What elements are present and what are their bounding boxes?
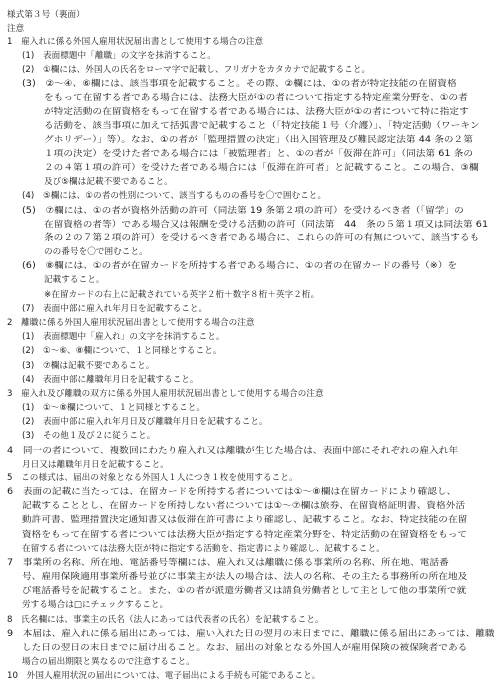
note-line: 8 氏名欄には、事業主の氏名（法人にあっては代表者の氏名）を記載すること。	[7, 615, 324, 625]
note-line: (3) ⑦欄は記載不要であること。	[22, 361, 155, 371]
note-line: ２の４第１項の許可）を受けた者である場合には「仮滞在許可者」と記載すること。この場合、③欄	[44, 163, 479, 173]
note-line: した日の翌日の末日までに届け出ること。なお、届出の対象となる外国人が雇用保険の被保険者である	[22, 643, 468, 653]
note-line: グホリデー）」等）。なお、①の者が「監理措置の決定」（出入国管理及び難民認定法第 44 条の２第	[44, 135, 473, 145]
note-line: 月日又は離職年月日を記載すること。	[22, 460, 169, 470]
note-line: 2 離職に係る外国人雇用状況届出書として使用する場合の注意	[7, 318, 255, 328]
note-line: (4) ⑤欄には、①の者の性別について、該当するものの番号を〇で囲むこと。	[22, 191, 327, 201]
note-line: 1 雇入れに係る外国人雇用状況届出書として使用する場合の注意	[7, 37, 264, 47]
note-line: 9 本届は、雇入れに係る届出にあっては、雇い入れた日の翌月の末日までに、離職に係る届出にあっては、離職	[7, 629, 495, 639]
note-line: (6) ⑧欄には、①の者が在留カードを所持する者である場合に、①の者の在留カードの番号（※）を	[22, 261, 458, 271]
note-line: (3) ②～④、⑥欄には、該当事項を記載すること。その際、②欄には、①の者が特定技能の在留資格	[22, 79, 457, 89]
note-line: 記載すること。	[44, 275, 105, 285]
note-line: 動許可書、監理措置決定通知書又は仮滞在許可書により確認し、記載すること。なお、特定技能の在留	[22, 515, 468, 525]
note-line: 条の２の７第２項の許可）を受けるべき者である場合に、これらの許可の有無について、該当するも	[44, 233, 480, 243]
note-line: (5) ⑦欄には、①の者が資格外活動の許可（同法第 19 条第２項の許可）を受けるべき者（「留学」の	[22, 206, 464, 216]
note-line: (4) 表面中部に離職年月日を記載すること。	[22, 375, 199, 385]
note-line: (1) 表面標題中「離職」の文字を抹消すること。	[22, 51, 216, 61]
note-line: 及び⑤欄は記載不要であること。	[44, 177, 173, 187]
note-line: 4 同一の者について、複数回にわたり雇入れ又は離職が生じた場合は、表面中部にそれぞれの雇入れ年	[7, 446, 459, 456]
note-line: をもって在留する者である場合には、法務大臣が①の者について指定する特定産業分野を、①の者	[44, 93, 468, 103]
note-line: 記載することとし、在留カードを所持しない者については①～⑦欄は旅券、在留資格証明書、資格外活	[22, 501, 466, 511]
note-line: (1) 表面標題中「雇入れ」の文字を抹消すること。	[22, 332, 225, 342]
note-line: 在留する者については法務大臣が特に指定する活動を、指定書により確認し、記載すること。	[22, 544, 385, 554]
note-line: 在留資格の者等）である場合又は報酬を受ける活動の許可（同法第 44 条の５第１項又は同法第 61	[44, 220, 489, 230]
note-line: 資格をもって在留する者については法務大臣が指定する特定産業分野を、特定活動の在留資格をもって	[22, 530, 468, 540]
note-line: のの番号を〇で囲むこと。	[44, 247, 148, 257]
note-line: 3 雇入れ及び離職の双方に係る外国人雇用状況届出書として使用する場合の注意	[7, 389, 324, 399]
note-line: る活動を、該当事項に加えて括弧書で記載すること（「特定技能１号（介護）」、「特定活動（ワーキン	[44, 121, 480, 131]
note-line: 号、雇用保険適用事業所番号並びに事業主が法人の場合は、法人の名称、その主たる事務所の所在地及	[22, 572, 468, 582]
note-line: 10 外国人雇用状況の届出については、電子届出による手続も可能であること。	[7, 671, 321, 681]
note-line: 5 この様式は、届出の対象となる外国人１人につき１枚を使用すること。	[7, 473, 298, 483]
note-line: 7 事業所の名称、所在地、電話番号等欄には、雇入れ又は離職に係る事業所の名称、所在地、電話番	[7, 558, 449, 568]
note-line: び電話番号を記載すること。また、①の者が派遣労働者又は請負労働者として主として他の事業所で就	[22, 586, 467, 596]
form-name: 様式第３号（裏面）	[7, 10, 85, 20]
note-line: (3) その他１及び２に従うこと。	[22, 431, 156, 441]
note-line: １項の決定）を受けた者である場合には「被監理者」と、①の者が「仮滞在許可」（同法第 61 条の	[44, 149, 474, 159]
note-line: (7) 表面中部に雇入れ年月日を記載すること。	[22, 304, 208, 314]
note-line: 労する場合は□にチェックすること。	[22, 600, 169, 610]
note-line: 6 表面の記載に当たっては、在留カードを所持する者については①～⑧欄は在留カードにより確認し、	[7, 487, 457, 497]
notes-heading: 注意	[7, 24, 25, 34]
note-line: (2) ①欄には、外国人の氏名をローマ字で記載し、フリガナをカタカナで記載すること。	[22, 65, 371, 75]
note-line: (1) ①～⑧欄について、１と同様とすること。	[22, 403, 206, 413]
note-line: (2) 表面中部に雇入れ年月日及び離職年月日を記載すること。	[22, 417, 268, 427]
note-line: が特定活動の在留資格をもって在留する者である場合には、法務大臣が①の者について特に指定す	[44, 107, 469, 117]
note-line: ※在留カードの右上に記載されている英字２桁＋数字８桁＋英字２桁。	[44, 290, 320, 300]
note-line: (2) ①～⑥、⑧欄について、１と同様とすること。	[22, 346, 222, 356]
note-line: 場合の届出期限と異なるので注意すること。	[22, 657, 195, 667]
